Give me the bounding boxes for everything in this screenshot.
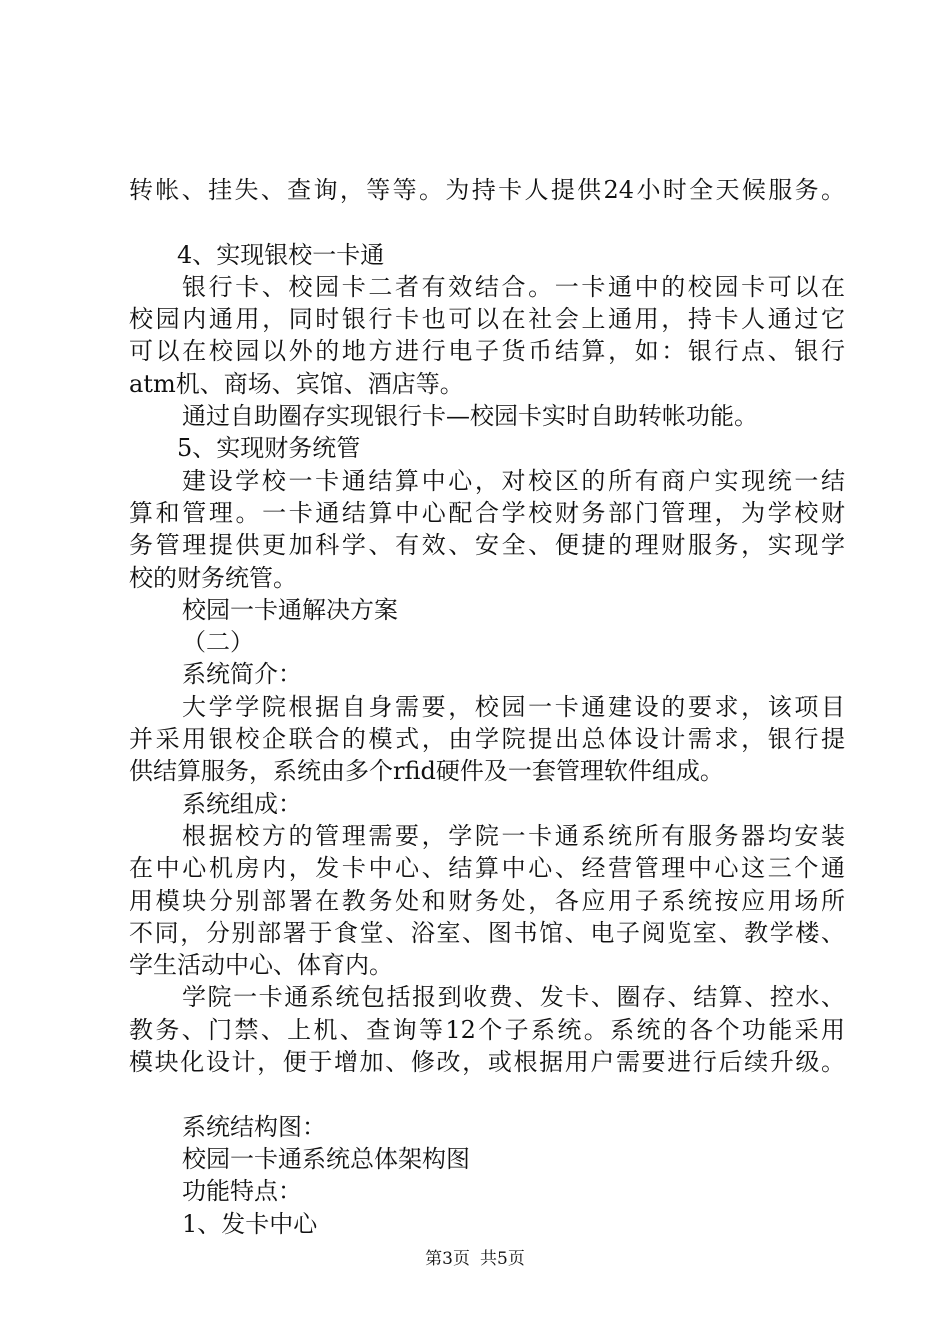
section-heading: 5、实现财务统管 — [177, 434, 361, 463]
page-footer — [0, 1244, 950, 1269]
body-line: 供结算服务，系统由多个rfid硬件及一套管理软件组成。 — [129, 757, 724, 786]
subsection-heading: 系统结构图： — [182, 1112, 326, 1141]
body-line: 建设学校一卡通结算中心，对校区的所有商户实现统一结 — [182, 466, 845, 495]
body-line: 并采用银校企联合的模式，由学院提出总体设计需求，银行提 — [129, 725, 845, 754]
document-body — [129, 174, 845, 1240]
body-line: 校园内通用，同时银行卡也可以在社会上通用，持卡人通过它 — [129, 305, 845, 334]
body-line: 学院一卡通系统包括报到收费、发卡、圈存、结算、控水、 — [182, 983, 845, 1012]
body-line: atm机、商场、宾馆、酒店等。 — [129, 369, 464, 398]
section-heading: 4、实现银校一卡通 — [177, 240, 385, 269]
blank-line — [129, 1078, 845, 1110]
body-line: 转帐、挂失、查询，等等。为持卡人提供24小时全天候服务。 — [129, 176, 845, 204]
body-line: 银行卡、校园卡二者有效结合。一卡通中的校园卡可以在 — [182, 272, 845, 301]
body-line: 校的财务统管。 — [129, 563, 297, 592]
body-line: 学生活动中心、体育内。 — [129, 951, 393, 980]
body-line: 算和管理。一卡通结算中心配合学校财务部门管理，为学校财 — [129, 498, 845, 527]
page-number-total: 共5页 — [480, 1249, 525, 1269]
subsection-heading: 系统组成： — [182, 789, 302, 818]
body-line: 通过自助圈存实现银行卡—校园卡实时自助转帐功能。 — [182, 402, 758, 431]
list-item: 1、发卡中心 — [182, 1209, 318, 1238]
body-line: 在中心机房内，发卡中心、结算中心、经营管理中心这三个通 — [129, 854, 845, 883]
page-number-current: 第3页 — [425, 1249, 470, 1269]
body-line: 大学学院根据自身需要，校园一卡通建设的要求，该项目 — [182, 692, 845, 721]
section-title: 校园一卡通解决方案 — [182, 595, 398, 624]
figure-caption: 校园一卡通系统总体架构图 — [182, 1144, 470, 1173]
body-line: 根据校方的管理需要，学院一卡通系统所有服务器均安装 — [182, 821, 845, 850]
body-line: 不同，分别部署于食堂、浴室、图书馆、电子阅览室、教学楼、 — [129, 918, 845, 947]
body-line: 可以在校园以外的地方进行电子货币结算，如：银行点、银行 — [129, 337, 845, 366]
blank-line — [129, 206, 845, 238]
body-line: 模块化设计，便于增加、修改，或根据用户需要进行后续升级。 — [129, 1048, 845, 1077]
subsection-heading: 系统简介： — [182, 660, 302, 689]
body-line: 用模块分别部署在教务处和财务处，各应用子系统按应用场所 — [129, 886, 845, 915]
subsection-heading: 功能特点： — [182, 1177, 302, 1206]
section-number: （二） — [182, 628, 254, 657]
body-line: 务管理提供更加科学、有效、安全、便捷的理财服务，实现学 — [129, 531, 845, 560]
body-line: 教务、门禁、上机、查询等12个子系统。系统的各个功能采用 — [129, 1015, 845, 1044]
